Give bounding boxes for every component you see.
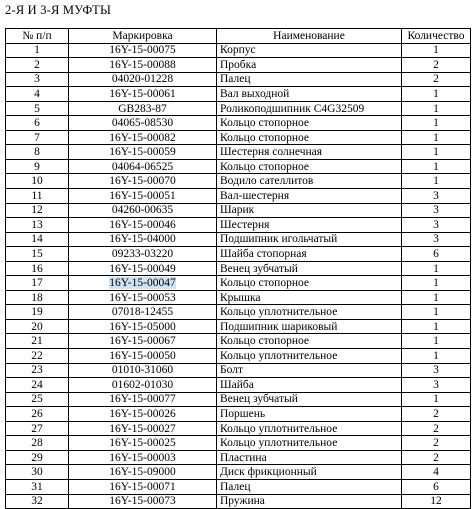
table-row (6, 276, 471, 291)
row-name-cell: Пробка (217, 58, 402, 73)
parts-table (5, 28, 471, 509)
table-row (6, 159, 471, 174)
row-quantity-cell: 1 (402, 145, 471, 160)
row-quantity-cell: 2 (402, 58, 471, 73)
row-marking-cell: 16Y-15-00067 (69, 334, 217, 349)
row-marking-cell: 04260-00635 (69, 203, 217, 218)
row-number-cell: 5 (6, 101, 69, 116)
row-number-cell: 20 (6, 319, 69, 334)
row-name-cell: Палец (217, 72, 402, 87)
row-name-cell: Поршень (217, 407, 402, 422)
row-name-cell: Вал-шестерня (217, 189, 402, 204)
column-header-name: Наименование (217, 29, 402, 44)
row-quantity-cell: 2 (402, 407, 471, 422)
table-row (6, 349, 471, 364)
row-quantity-cell: 1 (402, 174, 471, 189)
row-name-cell: Шестерня (217, 218, 402, 233)
table-row (6, 305, 471, 320)
row-quantity-cell: 1 (402, 159, 471, 174)
row-name-cell: Шестерня солнечная (217, 145, 402, 160)
row-name-cell: Шайба стопорная (217, 247, 402, 262)
table-row (6, 392, 471, 407)
row-number-cell: 16 (6, 261, 69, 276)
row-number-cell: 11 (6, 189, 69, 204)
row-quantity-cell: 4 (402, 465, 471, 480)
row-marking-cell: 16Y-15-00070 (69, 174, 217, 189)
row-quantity-cell: 1 (402, 101, 471, 116)
row-quantity-cell: 1 (402, 334, 471, 349)
table-row (6, 378, 471, 393)
row-name-cell: Венец зубчатый (217, 392, 402, 407)
row-number-cell: 8 (6, 145, 69, 160)
row-quantity-cell: 3 (402, 378, 471, 393)
row-name-cell: Пружина (217, 494, 402, 509)
row-marking-cell: 01602-01030 (69, 378, 217, 393)
column-header-quantity: Количество (402, 29, 471, 44)
row-number-cell: 12 (6, 203, 69, 218)
table-row (6, 261, 471, 276)
row-marking-cell: 09233-03220 (69, 247, 217, 262)
table-row (6, 232, 471, 247)
row-number-cell: 18 (6, 290, 69, 305)
row-name-cell: Крышка (217, 290, 402, 305)
column-header-number: № п/п (6, 29, 69, 44)
row-name-cell: Диск фрикционный (217, 465, 402, 480)
table-row (6, 407, 471, 422)
row-name-cell: Подшипник шариковый (217, 319, 402, 334)
row-name-cell: Корпус (217, 43, 402, 58)
row-name-cell: Кольцо стопорное (217, 334, 402, 349)
row-marking-cell: 16Y-15-00050 (69, 349, 217, 364)
row-number-cell: 1 (6, 43, 69, 58)
row-marking-cell: 16Y-15-00027 (69, 421, 217, 436)
row-quantity-cell: 3 (402, 218, 471, 233)
row-marking-cell: 16Y-15-00053 (69, 290, 217, 305)
row-number-cell: 19 (6, 305, 69, 320)
row-quantity-cell: 2 (402, 450, 471, 465)
row-quantity-cell: 12 (402, 494, 471, 509)
table-row (6, 319, 471, 334)
row-marking-cell: 04020-01228 (69, 72, 217, 87)
row-marking-cell: 01010-31060 (69, 363, 217, 378)
table-row (6, 145, 471, 160)
row-quantity-cell: 3 (402, 232, 471, 247)
row-marking-cell: 16Y-15-05000 (69, 319, 217, 334)
row-quantity-cell: 1 (402, 319, 471, 334)
row-number-cell: 22 (6, 349, 69, 364)
row-name-cell: Шарик (217, 203, 402, 218)
row-marking-cell: 16Y-15-00025 (69, 436, 217, 451)
row-number-cell: 13 (6, 218, 69, 233)
row-marking-cell: 07018-12455 (69, 305, 217, 320)
table-row (6, 203, 471, 218)
row-marking-cell: 16Y-15-00049 (69, 261, 217, 276)
row-name-cell: Венец зубчатый (217, 261, 402, 276)
row-marking-cell: GB283-87 (69, 101, 217, 116)
row-marking-cell: 16Y-15-00026 (69, 407, 217, 422)
row-number-cell: 26 (6, 407, 69, 422)
row-quantity-cell: 2 (402, 436, 471, 451)
row-marking-cell: 16Y-15-00077 (69, 392, 217, 407)
row-marking-cell: 16Y-15-00073 (69, 494, 217, 509)
row-marking-cell: 16Y-15-00071 (69, 479, 217, 494)
row-number-cell: 2 (6, 58, 69, 73)
row-name-cell: Кольцо стопорное (217, 116, 402, 131)
parts-table-body (6, 43, 471, 509)
row-number-cell: 28 (6, 436, 69, 451)
row-number-cell: 6 (6, 116, 69, 131)
table-row (6, 218, 471, 233)
row-name-cell: Шайба (217, 378, 402, 393)
table-row (6, 363, 471, 378)
row-quantity-cell: 3 (402, 189, 471, 204)
row-number-cell: 15 (6, 247, 69, 262)
row-number-cell: 32 (6, 494, 69, 509)
row-name-cell: Пластина (217, 450, 402, 465)
row-name-cell: Кольцо уплотнительное (217, 436, 402, 451)
row-name-cell: Кольцо стопорное (217, 159, 402, 174)
table-header-row (6, 29, 471, 44)
row-marking-cell: 04064-06525 (69, 159, 217, 174)
table-row (6, 174, 471, 189)
row-marking-cell (69, 276, 217, 291)
table-row (6, 479, 471, 494)
row-quantity-cell: 1 (402, 392, 471, 407)
column-header-marking: Маркировка (69, 29, 217, 44)
row-number-cell: 21 (6, 334, 69, 349)
row-quantity-cell: 1 (402, 290, 471, 305)
row-name-cell: Кольцо уплотнительное (217, 421, 402, 436)
row-number-cell: 27 (6, 421, 69, 436)
row-quantity-cell: 6 (402, 479, 471, 494)
row-number-cell: 14 (6, 232, 69, 247)
row-name-cell: Кольцо уплотнительное (217, 349, 402, 364)
table-row (6, 334, 471, 349)
row-number-cell: 29 (6, 450, 69, 465)
row-name-cell: Вал выходной (217, 87, 402, 102)
table-row (6, 101, 471, 116)
row-name-cell: Водило сателлитов (217, 174, 402, 189)
page-title: 2-Я И 3-Я МУФТЫ (5, 3, 112, 17)
row-marking-cell: 16Y-15-00003 (69, 450, 217, 465)
row-quantity-cell: 6 (402, 247, 471, 262)
table-row (6, 130, 471, 145)
row-quantity-cell: 3 (402, 203, 471, 218)
row-name-cell: Кольцо стопорное (217, 130, 402, 145)
table-row (6, 116, 471, 131)
table-row (6, 290, 471, 305)
table-row (6, 72, 471, 87)
row-name-cell: Подшипник игольчатый (217, 232, 402, 247)
row-quantity-cell: 1 (402, 87, 471, 102)
row-quantity-cell: 1 (402, 43, 471, 58)
row-marking-cell: 16Y-15-00046 (69, 218, 217, 233)
row-marking-cell: 16Y-15-00059 (69, 145, 217, 160)
row-number-cell: 24 (6, 378, 69, 393)
row-name-cell: Роликоподшипник C4G32509 (217, 101, 402, 116)
selected-text-highlight[interactable]: 16Y-15-00047 (109, 277, 176, 290)
row-quantity-cell: 2 (402, 72, 471, 87)
row-marking-cell: 16Y-15-09000 (69, 465, 217, 480)
row-number-cell: 25 (6, 392, 69, 407)
row-number-cell: 17 (6, 276, 69, 291)
table-row (6, 189, 471, 204)
row-quantity-cell: 1 (402, 305, 471, 320)
row-number-cell: 3 (6, 72, 69, 87)
row-name-cell: Кольцо стопорное (217, 276, 402, 291)
row-number-cell: 30 (6, 465, 69, 480)
row-quantity-cell: 1 (402, 349, 471, 364)
row-quantity-cell: 3 (402, 363, 471, 378)
row-marking-cell: 16Y-15-00075 (69, 43, 217, 58)
row-marking-cell: 16Y-15-00082 (69, 130, 217, 145)
table-row (6, 450, 471, 465)
row-marking-cell: 16Y-15-04000 (69, 232, 217, 247)
row-number-cell: 31 (6, 479, 69, 494)
row-quantity-cell: 1 (402, 261, 471, 276)
row-quantity-cell: 1 (402, 130, 471, 145)
table-row (6, 494, 471, 509)
table-row (6, 43, 471, 58)
table-row (6, 87, 471, 102)
table-row (6, 465, 471, 480)
table-row (6, 436, 471, 451)
row-name-cell: Палец (217, 479, 402, 494)
row-number-cell: 4 (6, 87, 69, 102)
table-row (6, 58, 471, 73)
row-number-cell: 23 (6, 363, 69, 378)
row-name-cell: Кольцо уплотнительное (217, 305, 402, 320)
row-number-cell: 7 (6, 130, 69, 145)
row-number-cell: 10 (6, 174, 69, 189)
row-quantity-cell: 1 (402, 276, 471, 291)
table-row (6, 421, 471, 436)
row-marking-cell: 16Y-15-00088 (69, 58, 217, 73)
table-row (6, 247, 471, 262)
row-number-cell: 9 (6, 159, 69, 174)
row-marking-cell: 04065-08530 (69, 116, 217, 131)
row-marking-cell: 16Y-15-00051 (69, 189, 217, 204)
row-quantity-cell: 2 (402, 421, 471, 436)
row-name-cell: Болт (217, 363, 402, 378)
row-marking-cell: 16Y-15-00061 (69, 87, 217, 102)
row-quantity-cell: 1 (402, 116, 471, 131)
